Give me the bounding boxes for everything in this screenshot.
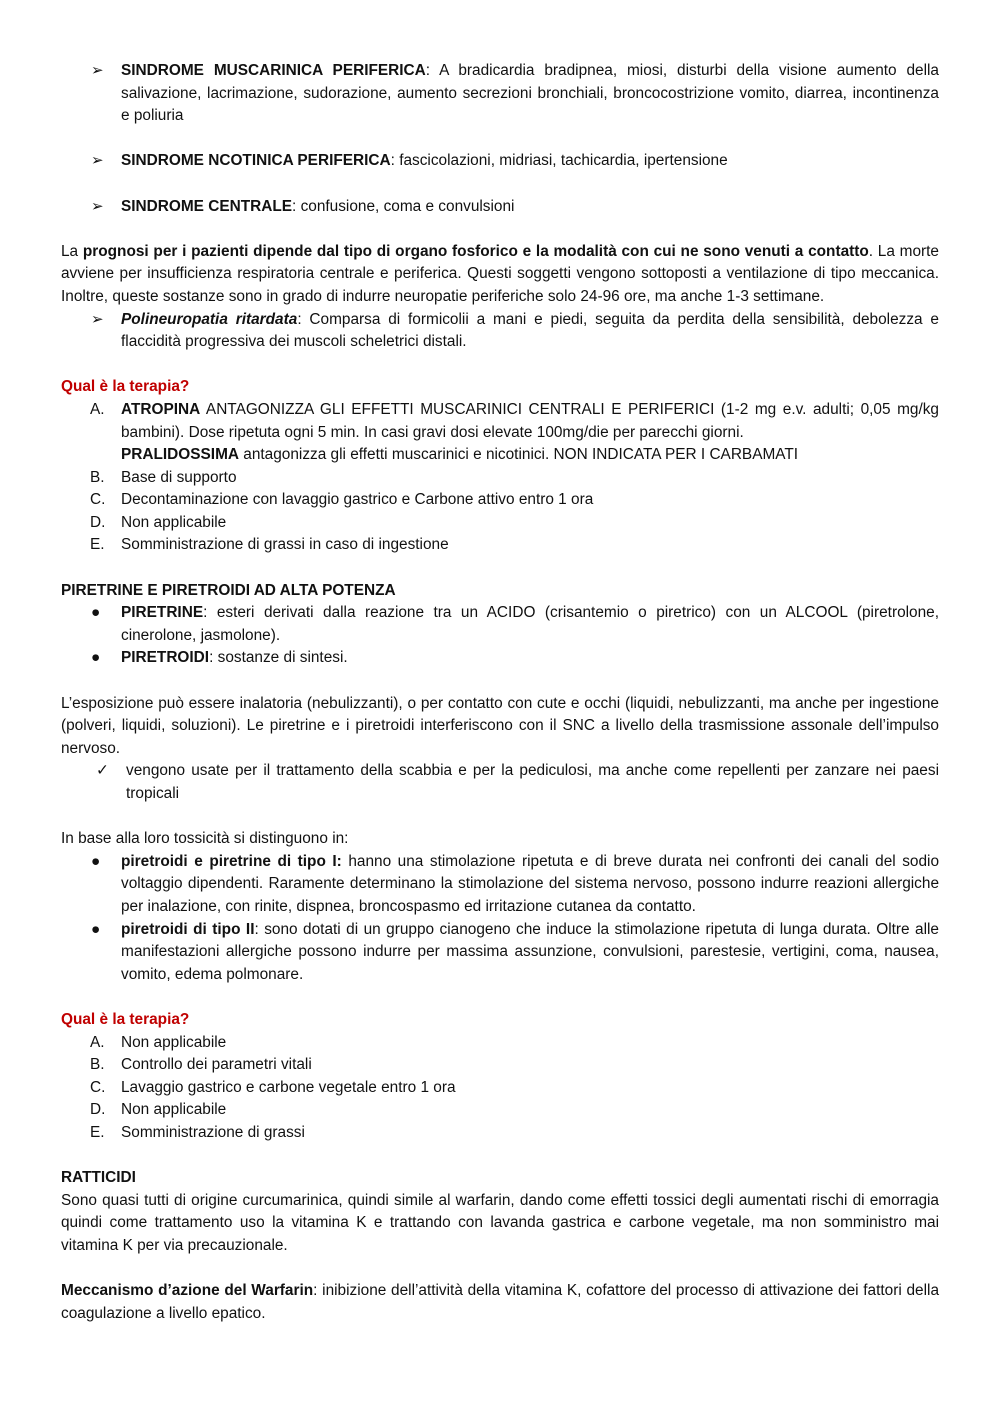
arrow-bullet-icon: ➢ — [91, 62, 104, 79]
therapy-item-a — [61, 399, 939, 467]
exposure-paragraph: L’esposizione può essere inalatoria (nebulizzanti), o per contatto con cute e occhi (liquidi, nebulizzanti, ma anche per ingestione (polveri, liquidi, soluzioni). Le piretrine e i piretroidi interferiscono con il SNC a livello della trasmissione assonale dell’impulso nervoso. — [61, 694, 939, 757]
mechanism-text: : inibizione dell’attività della vitamina K, cofattore del processo di attivazione dei fattori della coagulazione a livello epatico. — [61, 1282, 939, 1322]
syndrome-text: : fascicolazioni, midriasi, tachicardia, ipertensione — [390, 152, 728, 170]
therapy2-item-a — [61, 1032, 939, 1055]
list-item-text: Somministrazione di grassi in caso di ingestione — [121, 536, 449, 554]
section-heading — [61, 1167, 939, 1190]
atropine-label: ATROPINA — [121, 400, 201, 418]
list-letter: D. — [90, 513, 106, 531]
prognosis-bold: prognosi per i pazienti dipende dal tipo di organo fosforico e la modalità con cui ne sono venuti a contatto — [82, 242, 869, 260]
bullet-icon: ● — [91, 920, 101, 938]
prognosis-rest: . La morte avviene per insufficienza respiratoria centrale e periferica. Questi soggetti vengono sottoposti a ventilazione di tipo meccanica. Inoltre, queste sostanze sono in grado di indurre neuropatie periferiche solo 24-96 ore, ma anche 1-3 settimane. — [61, 242, 939, 305]
check-icon: ✓ — [96, 762, 109, 780]
arrow-bullet-icon: ➢ — [91, 197, 104, 215]
pralidoxime-label: PRALIDOSSIMA — [121, 446, 239, 464]
warfarin-mechanism — [61, 1280, 939, 1325]
therapy-heading: Qual è la terapia? — [61, 378, 190, 396]
syndrome-muscarinic — [61, 60, 939, 128]
list-item-text: Decontaminazione con lavaggio gastrico e Carbone attivo entro 1 ora — [121, 491, 594, 509]
therapy2-item-c — [61, 1077, 939, 1100]
syndrome-title: SINDROME MUSCARINICA PERIFERICA — [121, 62, 426, 79]
bullet-text: : esteri derivati dalla reazione tra un ACIDO (crisantemio o piretrico) con un ALCOOL (piretrolone, cinerolone, jasmolone). — [121, 604, 939, 644]
type-one-bullet — [61, 851, 939, 919]
bullet-text: : sono dotati di un gruppo cianogeno che induce la stimolazione ripetuta di lunga durata. Oltre alle manifestazioni allergiche possono indurre per massima assunzione, convulsioni, parestesie, vertigini, coma, nausea, vomito, edema polmonare. — [121, 920, 939, 983]
polyneuropathy-title: Polineuropatia ritardata — [121, 310, 298, 328]
type-two-bullet — [61, 919, 939, 987]
check-text: vengono usate per il trattamento della scabbia e per la pediculosi, ma anche come repellenti per zanzare nei paesi tropicali — [126, 762, 939, 802]
bullet-title: piretroidi e piretrine di tipo I: — [121, 852, 342, 870]
rodenticides-paragraph: Sono quasi tutti di origine curcumarinica, quindi simile al warfarin, dando come effetti tossici degli aumentati rischi di emorragia quindi come trattamento uso la vitamina K e trattando con lavanda gastrica e carbone vegetale, ma non somministro mai vitamina K per via precauzionale. — [61, 1191, 939, 1254]
syndrome-text: : A bradicardia bradipnea, miosi, disturbi della visione aumento della salivazione, lacrimazione, sudorazione, aumento secrezioni bronchiali, broncocostrizione vomito, diarrea, incontinenza e poliuria — [121, 62, 939, 125]
therapy-item-b — [61, 467, 939, 490]
list-item-text: Controllo dei parametri vitali — [121, 1056, 312, 1074]
list-item-text: Non applicabile — [121, 1033, 227, 1051]
syndrome-text: : confusione, coma e convulsioni — [292, 197, 515, 215]
list-letter: B. — [90, 468, 105, 486]
bullet-icon: ● — [91, 604, 101, 622]
pralidoxime-text: antagonizza gli effetti muscarinici e nicotinici. NON INDICATA PER I CARBAMATI — [239, 446, 799, 464]
list-letter: D. — [90, 1101, 106, 1119]
bullet-title: piretroidi di tipo II — [121, 920, 255, 938]
rodenticides-heading: RATTICIDI — [61, 1169, 136, 1187]
syndrome-central — [61, 196, 939, 219]
list-item-text: Lavaggio gastrico e carbone vegetale entro 1 ora — [121, 1078, 456, 1096]
bullet-text: hanno una stimolazione ripetuta e di breve durata nei confronti dei canali del sodio voltaggio dipendenti. Raramente determinano la stimolazione del sistema nervoso, possono indurre reazioni allergiche per inalazione, con rinite, dispnea, broncospasmo ed irritazione cutanea da contatto. — [121, 852, 940, 915]
syndrome-title: SINDROME CENTRALE — [121, 197, 293, 215]
section-heading — [61, 580, 939, 603]
therapy2-item-b — [61, 1054, 939, 1077]
polyneuropathy-item — [61, 309, 939, 354]
list-item-text: Base di supporto — [121, 468, 237, 486]
arrow-bullet-icon: ➢ — [91, 152, 104, 170]
bullet-icon: ● — [91, 649, 101, 667]
therapy2-item-e — [61, 1122, 939, 1145]
prognosis-lead: La — [61, 242, 83, 260]
bullet-title: PIRETRINE — [121, 604, 204, 622]
list-letter: B. — [90, 1056, 105, 1074]
list-letter: E. — [90, 536, 105, 554]
bullet-text: : sostanze di sintesi. — [209, 649, 348, 667]
prognosis-paragraph — [61, 241, 939, 309]
bullet-icon: ● — [91, 852, 101, 870]
therapy-heading: Qual è la terapia? — [61, 1010, 190, 1028]
list-letter: A. — [90, 1033, 105, 1051]
list-letter: E. — [90, 1123, 105, 1141]
toxicity-intro: In base alla loro tossicità si distinguono in: — [61, 830, 349, 848]
therapy2-item-d — [61, 1099, 939, 1122]
list-item-text: Non applicabile — [121, 513, 227, 531]
list-letter: C. — [90, 491, 106, 509]
atropine-text: ANTAGONIZZA GLI EFFETTI MUSCARINICI CENTRALI E PERIFERICI (1-2 mg e.v. adulti; 0,05 mg/kg bambini). Dose ripetuta ogni 5 min. In casi gravi dosi elevate 100mg/die per parecchi giorni. — [121, 400, 939, 441]
list-letter: A. — [90, 400, 105, 418]
therapy-item-c — [61, 489, 939, 512]
pyrethrins-bullet — [61, 602, 939, 647]
list-letter: C. — [90, 1078, 106, 1096]
usage-check-item — [61, 760, 939, 805]
list-item-text: Non applicabile — [121, 1101, 227, 1119]
syndrome-title: SINDROME NCOTINICA PERIFERICA — [121, 152, 391, 170]
therapy-item-e — [61, 534, 939, 557]
therapy-item-d — [61, 512, 939, 535]
syndrome-nicotinic — [61, 150, 939, 173]
pyrethroids-bullet — [61, 647, 939, 670]
arrow-bullet-icon: ➢ — [91, 310, 104, 328]
list-item-text: Somministrazione di grassi — [121, 1123, 305, 1141]
pyrethrins-heading: PIRETRINE E PIRETROIDI AD ALTA POTENZA — [61, 581, 396, 599]
polyneuropathy-text: : Comparsa di formicolii a mani e piedi, seguita da perdita della sensibilità, debolezza e flaccidità progressiva dei muscoli scheletrici distali. — [121, 310, 939, 351]
bullet-title: PIRETROIDI — [121, 649, 210, 667]
mechanism-title: Meccanismo d’azione del Warfarin — [61, 1282, 314, 1300]
